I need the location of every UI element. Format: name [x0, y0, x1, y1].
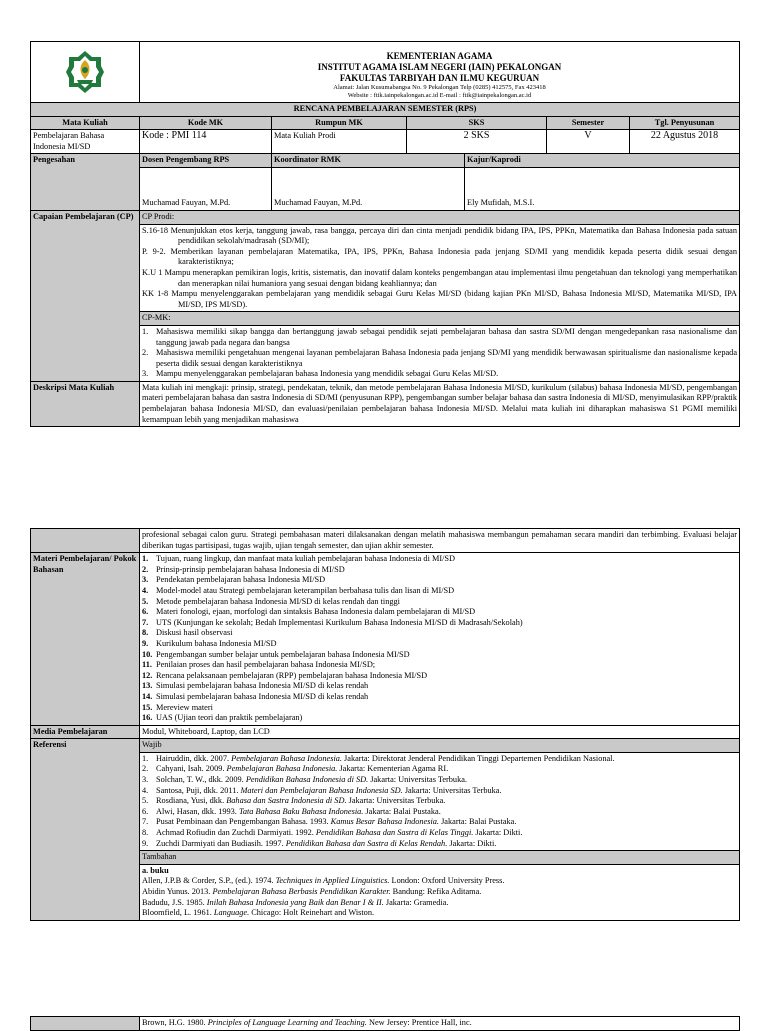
tambahan-list — [140, 864, 740, 920]
ref-post: Jakarta: Balai Pustaka. — [439, 817, 517, 827]
materi-item: 5. Metode pembelajaran bahasa Indonesia MI/SD di kelas rendah dan tinggi — [142, 597, 737, 608]
ref-number: 8. — [142, 828, 149, 838]
rps-table-page-2 — [30, 528, 740, 921]
deskripsi-cont-label — [31, 529, 140, 553]
cp-text: Memberikan layanan pembelajaran Matematika, IPA, IPS, PPKn, Bahasa Indonesia pada jenjang SD/MI yang mendidik kepada peserta didik sesuai dengan karakteristiknya; — [170, 246, 737, 267]
ref-post: Jakarta: Dikti. — [447, 838, 497, 848]
cp-mk-list — [140, 325, 740, 381]
ref-number: 7. — [142, 817, 149, 827]
wajib-ref-item — [142, 796, 737, 807]
ref-text — [156, 754, 737, 765]
cp-code: KK 1-8 — [142, 289, 169, 299]
materi-text: Kurikulum bahasa Indonesia MI/SD — [156, 638, 277, 648]
cp-prodi-item — [142, 226, 737, 247]
ref-pre: Allen, J.P.B & Corder, S.P., (ed.). 1974. — [142, 876, 276, 886]
cp-prodi-item — [142, 247, 737, 268]
ref-post: Jakarta: Kementerian Agama RI. — [337, 764, 449, 774]
institute-name: INSTITUT AGAMA ISLAM NEGERI (IAIN) PEKALONGAN — [317, 62, 562, 72]
materi-text: Prinsip-prinsip pembelajaran bahasa Indonesia di MI/SD — [156, 564, 345, 574]
ref-title: Pembelajaran Bahasa Berbasis Pendidikan Karakter. — [212, 887, 391, 896]
ref-title: Language. — [213, 908, 250, 918]
materi-text: Simulasi pembelajaran bahasa Indonesia MI/SD di kelas rendah — [156, 681, 369, 691]
materi-item: 12. Rencana pelaksanaan pembelajaran (RPP) pembelajaran bahasa Indonesia MI/SD — [142, 671, 737, 682]
cp-prodi-label: CP Prodi: — [140, 210, 740, 224]
materi-text: Rencana pelaksanaan pembelajaran (RPP) pembelajaran bahasa Indonesia MI/SD — [156, 670, 428, 680]
col-semester: Semester — [547, 116, 630, 130]
ref-post: Jakarta: Gramedia. — [383, 897, 449, 907]
ref-title: Bahasa dan Sastra Indonesia di SD. — [226, 796, 347, 806]
ref-post: New Jersey: Prentice Hall, inc. — [366, 1018, 472, 1027]
ref-number: 5. — [142, 796, 149, 806]
materi-text: Model-model atau Strategi pembelajaran keterampilan berbahasa tulis dan lisan di MI/SD — [156, 585, 455, 595]
ref-title: Pembelajaran Bahasa Indonesia. — [226, 764, 338, 774]
ref-title: Pembelajaran Bahasa Indonesia. — [231, 753, 342, 763]
cp-prodi-item — [142, 289, 737, 310]
ref-post: London: Oxford University Press. — [389, 876, 505, 886]
ref-pre: Solchan, T. W., dkk. 2009. — [156, 775, 246, 785]
wajib-ref-item — [142, 807, 737, 818]
media-text: Modul, Whiteboard, Laptop, dan LCD — [140, 725, 740, 739]
referensi-cont-label — [31, 1017, 140, 1031]
materi-text: UAS (Ujian teori dan praktik pembelajaran) — [156, 713, 303, 723]
ref-number: 9. — [142, 838, 149, 848]
ref-pre: Hairuddin, dkk. 2007. — [156, 753, 232, 763]
ref-post: Jakarta: Universitas Terbuka. — [368, 775, 467, 785]
col-tgl: Tgl. Penyusunan — [630, 116, 740, 130]
materi-text: Pengembangan sumber belajar untuk pembelajaran bahasa Indonesia MI/SD — [156, 649, 410, 659]
ref-number: 6. — [142, 806, 149, 816]
ref-text — [156, 807, 737, 818]
iain-logo-icon — [65, 49, 105, 95]
ref-pre: Rosdiana, Yusi, dkk. — [156, 796, 227, 806]
ref-text — [156, 839, 737, 850]
wajib-label: Wajib — [140, 739, 740, 753]
ref-title: Pendidikan Bahasa dan Sastra di Kelas Tinggi. — [315, 828, 474, 838]
ref-title: Kamus Besar Bahasa Indonesia. — [330, 817, 439, 827]
col-kode-mk: Kode MK — [140, 116, 272, 130]
media-label: Media Pembelajaran — [31, 725, 140, 739]
materi-item: 16. UAS (Ujian teori dan praktik pembelajaran) — [142, 713, 737, 724]
ref-title: Pendidikan Bahasa Indonesia di SD. — [245, 775, 369, 785]
materi-text: Simulasi pembelajaran bahasa Indonesia MI/SD di kelas rendah — [156, 691, 369, 701]
ref-title: Materi dan Pembelajaran Bahasa Indonesia SD. — [240, 785, 403, 795]
materi-item: 4. Model-model atau Strategi pembelajaran keterampilan berbahasa tulis dan lisan di MI/SD — [142, 586, 737, 597]
wajib-ref-item — [142, 764, 737, 775]
buku-label: a. buku — [142, 865, 169, 875]
materi-text: Penilaian proses dan hasil pembelajaran bahasa Indonesia MI/SD; — [156, 660, 376, 670]
cp-label: Capaian Pembelajaran (CP) — [31, 210, 140, 381]
wajib-ref-item — [142, 754, 737, 765]
materi-text: Mereview materi — [156, 702, 213, 712]
wajib-ref-item — [142, 817, 737, 828]
course-sks: 2 SKS — [407, 130, 547, 154]
referensi-label: Referensi — [31, 739, 140, 921]
address-line: Alamat: Jalan Kusumabangsa No. 9 Pekalongan Telp (0285) 412575, Fax 423418 — [333, 84, 546, 91]
cp-mk-item: 1. Mahasiswa memiliki sikap bangga dan bertanggung jawab sebagai pendidik sejati pembelajaran bahasa dan sastra SD/MI dengan mengedepankan rasa nasionalisme dan tanggung jawab pada negara dan bangsa — [142, 326, 738, 347]
cp-prodi-list — [140, 224, 740, 312]
materi-item: 13. Simulasi pembelajaran bahasa Indonesia MI/SD di kelas rendah — [142, 681, 737, 692]
koordinator-label: Koordinator RMK — [272, 154, 465, 168]
tambahan-ref-item — [142, 898, 737, 909]
ref-post: Jakarta: Dikti. — [473, 828, 523, 838]
tambahan-ref-item — [142, 908, 737, 919]
ref-pre: Abidin Yunus. 2013. — [142, 887, 213, 896]
materi-text: Pendekatan pembelajaran bahasa Indonesia MI/SD — [156, 575, 326, 585]
ref-pre: Badudu, J.S. 1985. — [142, 897, 207, 907]
ref-post: Jakarta: Universitas Terbuka. — [402, 785, 502, 795]
tambahan-ref-item — [142, 876, 737, 887]
wajib-ref-item — [142, 775, 737, 786]
cp-text: Mampu menyelenggarakan pembelajaran yang mendidik sebagai Guru Kelas MI/SD (bidang kajian PKn MI/SD, Bahasa Indonesia MI/SD, Matematika MI/SD, IPA MI/SD, IPS MI/SD). — [171, 289, 738, 309]
materi-item: 3. Pendekatan pembelajaran bahasa Indonesia MI/SD — [142, 575, 737, 586]
cp-prodi-item — [142, 268, 737, 289]
ref-number: 1. — [142, 753, 149, 763]
materi-item: 1. Tujuan, ruang lingkup, dan manfaat mata kuliah pembelajaran bahasa Indonesia di MI/SD — [142, 554, 737, 565]
ref-title: Pendidikan Bahasa dan Sastra di Kelas Rendah. — [285, 838, 448, 848]
ref-text — [156, 775, 737, 786]
wajib-ref-item — [142, 786, 737, 797]
institution-header — [140, 42, 740, 103]
rps-title: RENCANA PEMBELAJARAN SEMESTER (RPS) — [31, 103, 740, 117]
ref-text — [156, 817, 737, 828]
ref-pre: Pusat Pembinaan dan Pengembangan Bahasa. 1993. — [156, 817, 331, 827]
materi-text: Diskusi hasil observasi — [156, 628, 233, 638]
course-date: 22 Agustus 2018 — [630, 130, 740, 154]
deskripsi-cont-text: profesional sebagai calon guru. Strategi pembahasan materi dilaksanakan dengan melatih mahasiswa membangun pemahaman secara mandiri dan terbimbing. Evaluasi belajar diberikan tugas partisipasi, tugas wajib, ujian tengah semester, dan ujian akhir semester. — [140, 529, 740, 553]
cp-code: K.U 1 — [142, 267, 163, 277]
ref-number: 2. — [142, 764, 149, 774]
deskripsi-text: Mata kuliah ini mengkaji: prinsip, strategi, pendekatan, teknik, dan metode pembelajaran Bahasa Indonesia MI/SD, kurikulum (silabus) bahasa Indonesia MI/SD, pengembangan materi pembelajaran bahasa dan sastra Indonesia di SD/MI (penyusunan RPP), pengembangan sumber belajar bahasa dan sastra Indonesia di MI/SD, menyimulasikan RPP/praktik pembelajaran bahasa Indonesia MI/SD, dan evaluasi/penilaian pembelajaran bahasa Indonesia MI/SD. Melalui mata kuliah ini diharapkan mahasiswa S1 PGMI memiliki kemampuan lebih yang menjadikan mahasiswa — [140, 381, 740, 426]
materi-item: 14. Simulasi pembelajaran bahasa Indonesia MI/SD di kelas rendah — [142, 692, 737, 703]
materi-item: 9. Kurikulum bahasa Indonesia MI/SD — [142, 639, 737, 650]
faculty-name: FAKULTAS TARBIYAH DAN ILMU KEGURUAN — [339, 73, 540, 83]
ref-title: Techniques in Applied Linguistics. — [275, 876, 390, 886]
pengesahan-label: Pengesahan — [31, 154, 140, 211]
tambahan-label: Tambahan — [140, 851, 740, 865]
rps-table-page-1 — [30, 41, 740, 427]
ref-pre: Zuchdi Darmiyati dan Budiasih. 1997. — [156, 838, 286, 848]
course-semester: V — [547, 130, 630, 154]
dosen-label: Dosen Pengembang RPS — [140, 154, 272, 168]
ref-pre: Cahyani, Isah. 2009. — [156, 764, 227, 774]
cp-mk-item: 2. Mahasiswa memiliki pengetahuan mengenai layanan pembelajaran Bahasa Indonesia pada jenjang SD/MI yang mendidik berwawasan spiritualisme dan nasionalisme kepada peserta didik sesuai dengan karakteristiknya — [142, 348, 738, 368]
ministry-name: KEMENTERIAN AGAMA — [386, 51, 493, 61]
ref-pre: Achmad Rofiudin dan Zuchdi Darmiyati. 1992. — [156, 828, 316, 838]
cp-mk-text: Mampu menyelenggarakan pembelajaran bahasa Indonesia yang mendidik sebagai Guru Kelas MI/SD. — [156, 369, 499, 379]
ref-pre: Santosa, Puji, dkk. 2011. — [156, 785, 241, 795]
deskripsi-label: Deskripsi Mata Kuliah — [31, 381, 140, 426]
koordinator-signature: Muchamad Fauyan, M.Pd. — [272, 167, 465, 210]
cp-text: Menunjukkan etos kerja, tanggung jawab, rasa bangga, percaya diri dan cinta menjadi pendidik bidang IPA, IPS, PPKn, Matematika dan Bahasa Indonesia pada satuan pendidikan sekolah/madrasah (SD/MI); — [170, 225, 738, 246]
wajib-ref-item — [142, 839, 737, 850]
col-sks: SKS — [407, 116, 547, 130]
course-rumpun: Mata Kuliah Prodi — [272, 130, 407, 154]
cp-text: Mampu menerapkan pemikiran logis, kritis, sistematis, dan inovatif dalam konteks pengembangan atau implementasi ilmu pengetahuan dan teknologi yang memperhatikan dan menerapkan nilai humaniora yang sesuai dengan bidang keahliannya; dan — [164, 267, 738, 288]
course-code: Kode : PMI 114 — [140, 130, 272, 154]
materi-text: UTS (Kunjungan ke sekolah; Bedah Implementasi Kurikulum Bahasa Indonesia MI/SD di Madrasah/Sekolah) — [156, 617, 523, 627]
cp-mk-text: Mahasiswa memiliki sikap bangga dan bertanggung jawab sebagai pendidik sejati pembelajaran bahasa dan sastra SD/MI dengan mengedepankan rasa nasionalisme dan tanggung jawab pada negara dan bangsa — [156, 326, 738, 347]
tambahan-ref-item — [142, 887, 737, 898]
materi-text: Tujuan, ruang lingkup, dan manfaat mata kuliah pembelajaran bahasa Indonesia di MI/SD — [156, 554, 455, 564]
cp-code: P. 9-2. — [142, 246, 166, 256]
course-name: Pembelajaran Bahasa Indonesia MI/SD — [31, 130, 140, 154]
ref-text — [156, 786, 737, 797]
materi-item: 6. Materi fonologi, ejaan, morfologi dan sintaksis Bahasa Indonesia dalam pembelajaran di MI/SD — [142, 607, 737, 618]
materi-text: Metode pembelajaran bahasa Indonesia MI/SD di kelas rendah dan tinggi — [156, 596, 400, 606]
wajib-ref-item — [142, 828, 737, 839]
cp-mk-item: 3. Mampu menyelenggarakan pembelajaran bahasa Indonesia yang mendidik sebagai Guru Kelas MI/SD. — [142, 369, 737, 380]
materi-text: Materi fonologi, ejaan, morfologi dan sintaksis Bahasa Indonesia dalam pembelajaran di MI/SD — [156, 607, 476, 617]
materi-label: Materi Pembelajaran/ Pokok Bahasan — [31, 553, 140, 726]
ref-text — [156, 828, 737, 839]
col-rumpun-mk: Rumpun MK — [272, 116, 407, 130]
ref-text — [156, 764, 737, 775]
ref-title: Inilah Bahasa Indonesia yang Baik dan Benar I & II. — [206, 897, 384, 907]
ref-title: Tata Bahasa Baku Bahasa Indonesia. — [238, 806, 364, 816]
ref-pre: Bloomfield, L. 1961. — [142, 908, 214, 918]
rps-table-page-3 — [30, 1016, 740, 1031]
referensi-cont — [140, 1017, 740, 1031]
ref-post: Jakarta: Universitas Terbuka. — [346, 796, 446, 806]
cp-mk-label: CP-MK: — [140, 312, 740, 326]
materi-item: 7. UTS (Kunjungan ke sekolah; Bedah Implementasi Kurikulum Bahasa Indonesia MI/SD di Madrasah/Sekolah) — [142, 618, 737, 629]
ref-pre: Brown, H.G. 1980. — [142, 1018, 208, 1027]
materi-list — [140, 553, 740, 726]
materi-item: 8. Diskusi hasil observasi — [142, 628, 737, 639]
ref-post: Bandung: Refika Aditama. — [390, 887, 482, 896]
ref-pre: Alwi, Hasan, dkk. 1993. — [156, 806, 239, 816]
ref-post: Jakarta: Direktorat Jenderal Pendidikan Tinggi Departemen Pendidikan Nasional. — [341, 753, 615, 763]
ref-title: Principles of Language Learning and Teaching. — [207, 1018, 367, 1027]
ref-text — [156, 796, 737, 807]
materi-item: 11. Penilaian proses dan hasil pembelajaran bahasa Indonesia MI/SD; — [142, 660, 737, 671]
ref-number: 4. — [142, 785, 149, 795]
cp-mk-text: Mahasiswa memiliki pengetahuan mengenai layanan pembelajaran Bahasa Indonesia pada jenjang SD/MI yang mendidik berwawasan spiritualisme dan nasionalisme kepada peserta didik sesuai dengan karakteristiknya — [156, 348, 738, 368]
logo-cell — [31, 42, 140, 103]
materi-item: 2. Prinsip-prinsip pembelajaran bahasa Indonesia di MI/SD — [142, 565, 737, 576]
cp-code: S.16-18 — [142, 225, 169, 235]
website-line: Website : ftik.iainpekalongan.ac.id E-mail : ftik@iainpekalongan.ac.id — [347, 92, 532, 99]
kajur-signature: Ely Mufidah, M.S.I. — [465, 167, 740, 210]
kajur-label: Kajur/Kaprodi — [465, 154, 740, 168]
ref-post: Chicago: Holt Reinehart and Wiston. — [249, 908, 375, 918]
wajib-list — [140, 752, 740, 850]
materi-item: 15. Mereview materi — [142, 703, 737, 714]
ref-number: 3. — [142, 775, 149, 785]
col-mata-kuliah: Mata Kuliah — [31, 116, 140, 130]
materi-item: 10. Pengembangan sumber belajar untuk pembelajaran bahasa Indonesia MI/SD — [142, 650, 737, 661]
dosen-signature: Muchamad Fauyan, M.Pd. — [140, 167, 272, 210]
ref-post: Jakarta: Balai Pustaka. — [363, 806, 441, 816]
